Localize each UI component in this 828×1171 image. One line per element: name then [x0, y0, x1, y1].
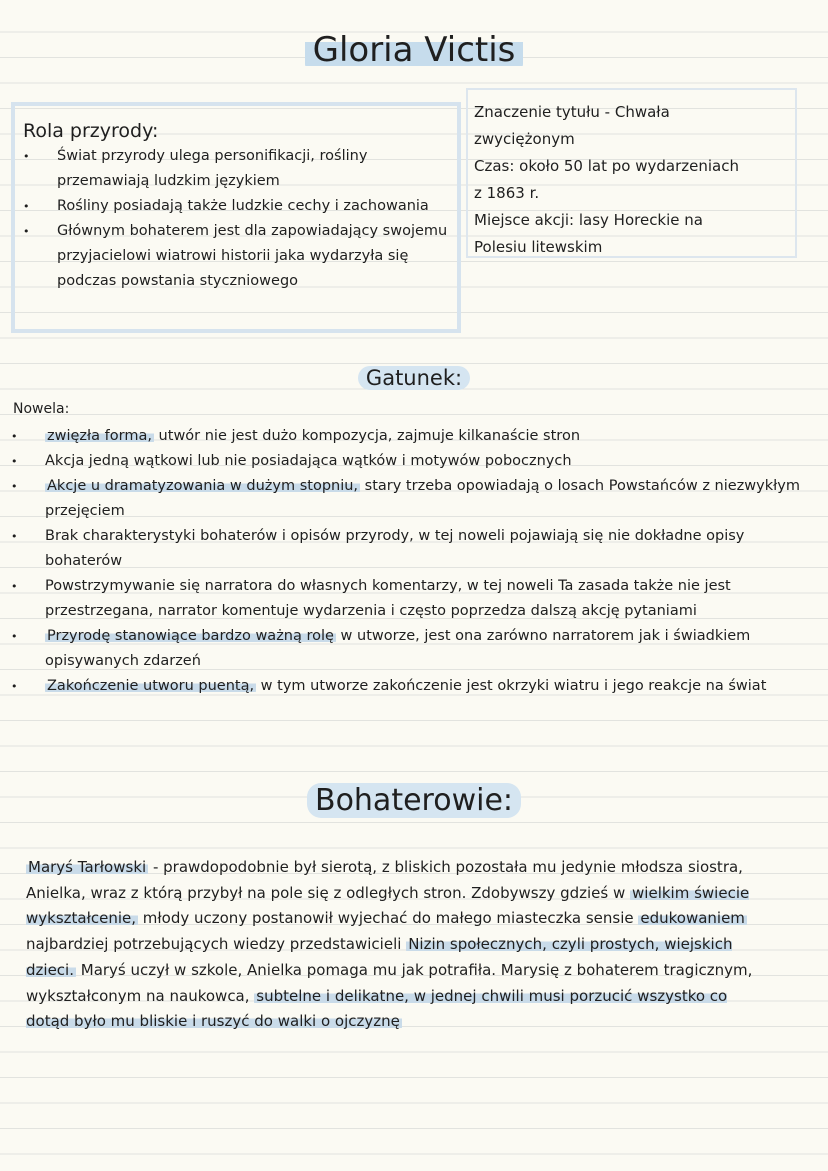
page-title-text: Gloria Victis: [305, 30, 524, 70]
highlight-text: Akcje u dramatyzowania w dużym stopniu,: [47, 478, 359, 494]
info-line: Znaczenie tytułu - Chwała: [474, 103, 670, 121]
paragraph-text: najbardziej potrzebujących wiedzy przedstawicieli: [26, 935, 407, 954]
highlight-text: edukowaniem: [640, 909, 745, 928]
item-text: stary trzeba opowiadają o losach Powstańców z niezwykłym przejęciem: [45, 478, 800, 519]
list-item: [11, 624, 801, 674]
paragraph-text: - prawdopodobnie był sierotą, z bliskich pozostała mu jedynie młodsza siostra, Anielka, wraz z którą przybył na pole się z odległych stron. Zdobywszy gdzieś w: [26, 858, 743, 902]
paragraph-text: Maryś uczył w szkole, Anielka pomaga mu jak potrafiła. Marysię z bohaterem tragicznym, wykształconym na naukowca,: [26, 960, 753, 1005]
characters-heading: [0, 783, 828, 818]
character-description: [26, 855, 764, 1035]
info-line: zwyciężonym: [474, 130, 575, 148]
genre-label: Nowela:: [13, 401, 70, 417]
paragraph-text: młody uczony postanowił wyjechać do małego miasteczka sensie: [138, 909, 639, 928]
highlight-text: Przyrodę stanowiące bardzo ważną rolę: [47, 628, 334, 644]
genre-heading: [0, 366, 828, 390]
list-item: [11, 574, 801, 624]
highlight-text: Zakończenie utworu puentą,: [47, 678, 255, 694]
list-item: • Świat przyrody ulega personifikacji, rośliny przemawiają ludzkim językiem: [23, 144, 451, 194]
list-item: [11, 424, 801, 449]
list-item: [11, 474, 801, 524]
page-title: [0, 30, 828, 70]
highlight-text: subtelne i delikatne, w jednej chwili musi porzucić wszystko co dotąd było mu bliskie i ruszyć do walki o ojczyznę: [26, 986, 728, 1031]
highlight-text: wielkim świecie wykształcenie,: [26, 883, 750, 928]
info-line: Czas: około 50 lat po wydarzeniach: [474, 157, 739, 175]
highlight-text: Nizin społecznych, czyli prostych, wiejskich dzieci.: [26, 935, 733, 979]
item-text: Brak charakterystyki bohaterów i opisów przyrody, w tej noweli pojawiają się nie dokładne opisy bohaterów: [45, 528, 745, 569]
item-text: w tym utworze zakończenie jest okrzyki wiatru i jego reakcje na świat: [256, 678, 767, 694]
list-item: • Rośliny posiadają także ludzkie cechy i zachowania: [23, 194, 451, 219]
info-line: Miejsce akcji: lasy Horeckie na: [474, 211, 703, 229]
genre-heading-text: Gatunek:: [358, 366, 470, 390]
list-item: • Głównym bohaterem jest dla zapowiadający swojemu przyjacielowi wiatrowi historii jaka wydarzyła się podczas powstania styczniowego: [23, 219, 451, 294]
character-name: Maryś Tarłowski: [28, 858, 147, 876]
item-text: utwór nie jest dużo kompozycja, zajmuje kilkanaście stron: [153, 428, 581, 444]
list-item: [11, 674, 801, 699]
nature-role-list: [23, 144, 451, 294]
list-item: [11, 449, 801, 474]
highlight-text: zwięzła forma,: [47, 428, 152, 444]
info-line: Polesiu litewskim: [474, 238, 603, 256]
info-line: z 1863 r.: [474, 184, 540, 202]
item-text: w utworze, jest ona zarówno narratorem jak i świadkiem opisywanych zdarzeń: [45, 628, 751, 669]
title-meaning-box: [466, 88, 797, 258]
characters-heading-text: Bohaterowie:: [307, 783, 521, 818]
item-text: Powstrzymywanie się narratora do własnych komentarzy, w tej noweli Ta zasada także nie jest przestrzegana, narrator komentuje wydarzenia i często poprzedza dalszą akcję pytaniami: [45, 578, 731, 619]
nature-role-heading: Rola przyrody:: [23, 120, 159, 142]
nature-role-box: [11, 102, 461, 333]
item-text: Akcja jedną wątkowi lub nie posiadająca wątków i motywów pobocznych: [45, 453, 572, 469]
genre-list: [11, 424, 801, 699]
list-item: [11, 524, 801, 574]
